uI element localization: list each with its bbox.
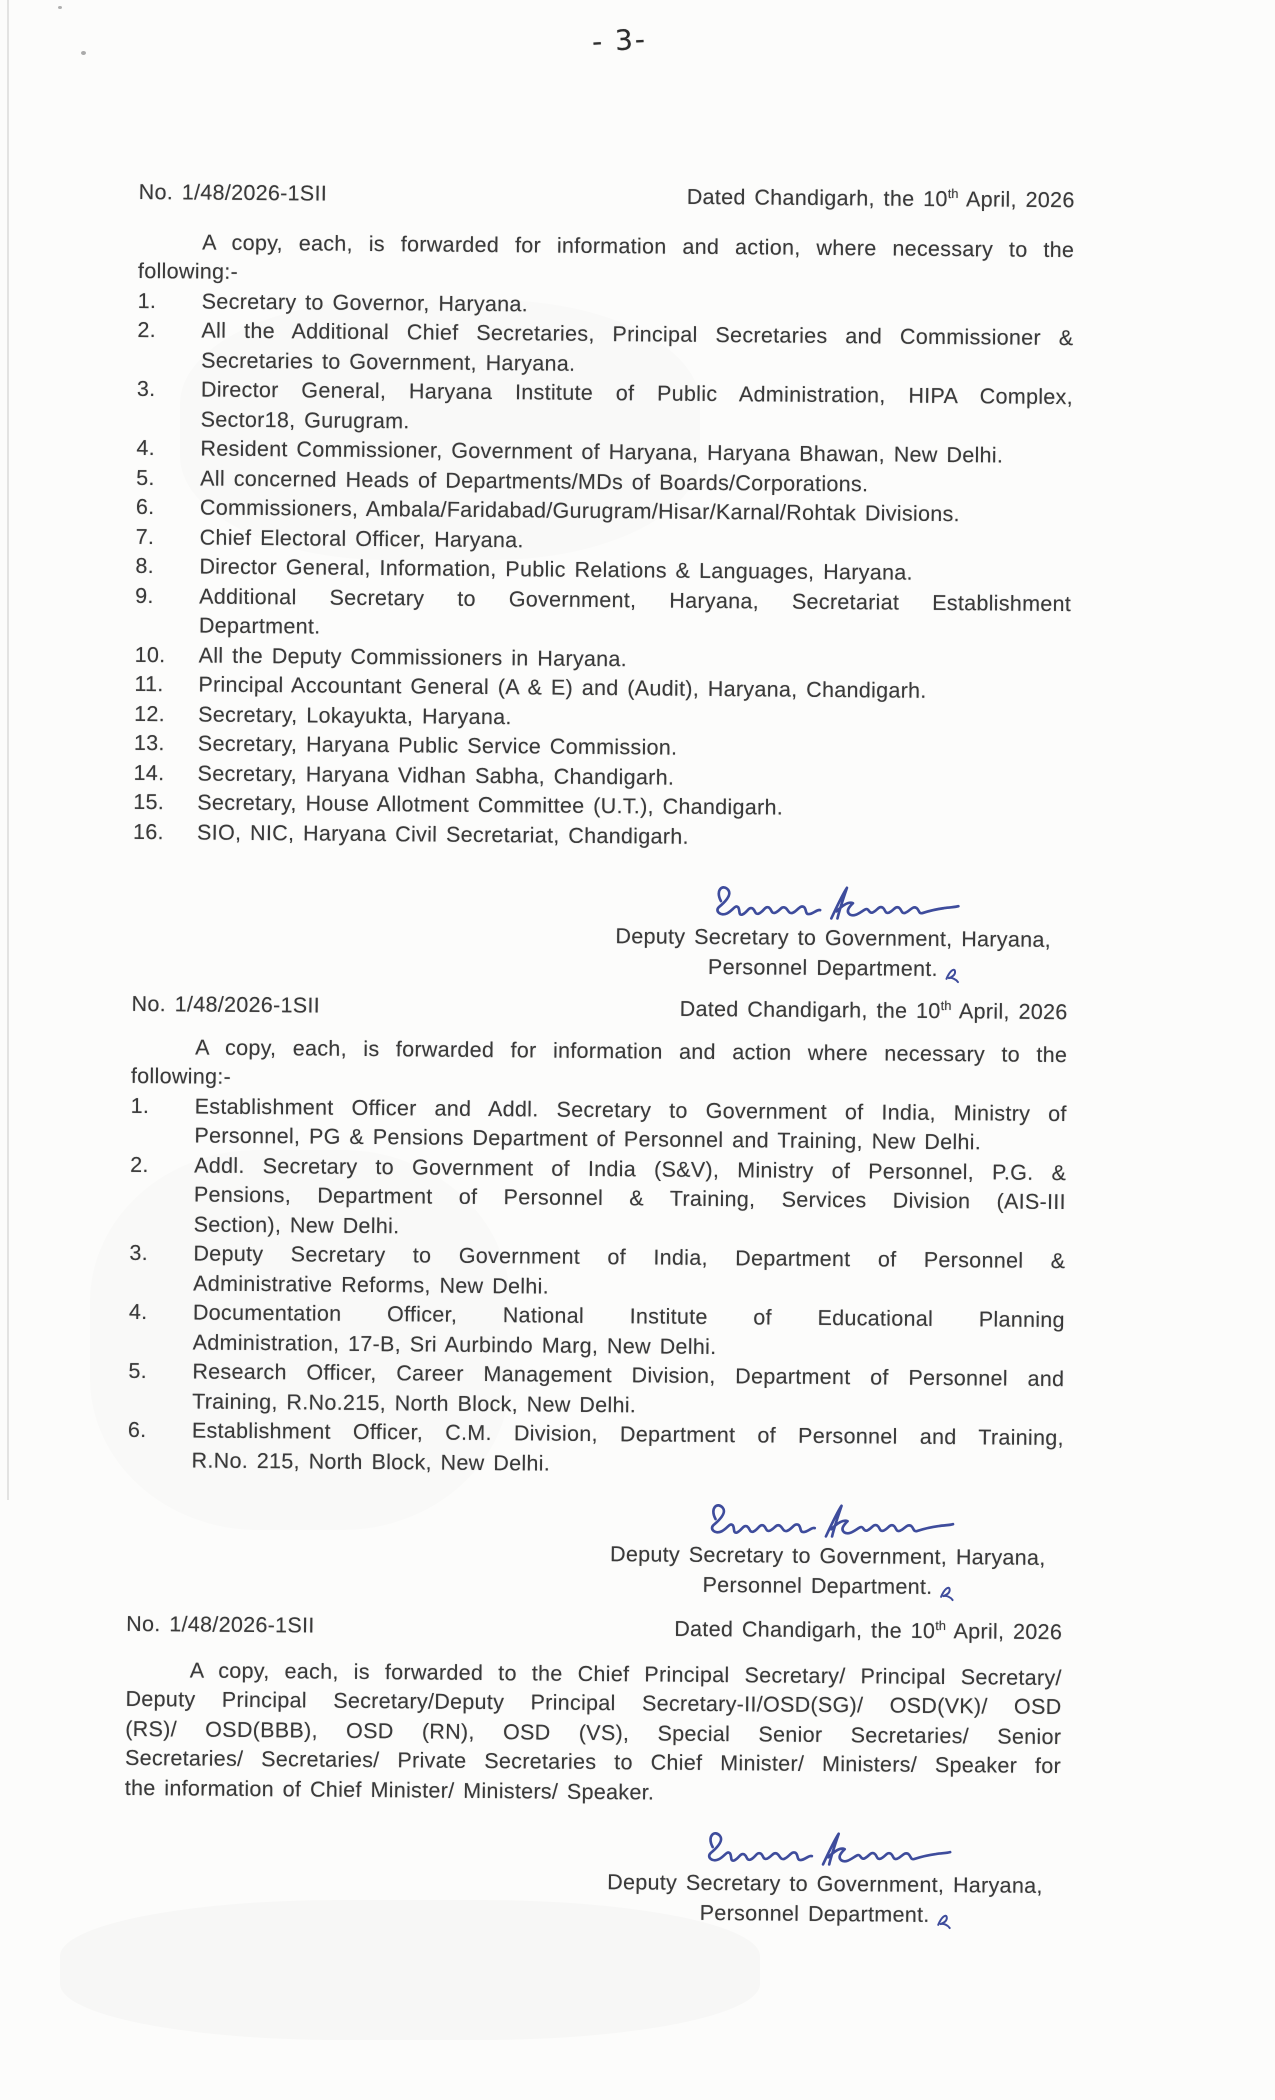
reference-date-row (131, 984, 1067, 1028)
list-item (127, 1416, 1063, 1483)
list-item (137, 375, 1073, 442)
handwritten-signature-icon (699, 1494, 957, 1546)
signature-block (598, 875, 1069, 985)
text-line: Commissioners, Ambala/Faridabad/Gurugram/Hisar/Karnal/Rohtak Divisions. (199, 495, 960, 527)
date-superscript: th (935, 1618, 947, 1634)
text-line: the information of Chief Minister/ Ministers/ Speaker. (124, 1775, 655, 1805)
scan-edge-line (7, 0, 9, 1500)
list-item (130, 1151, 1067, 1248)
date-line: Dated Chandigarh, the 10th April, 2026 (679, 997, 1068, 1025)
letter-body (124, 164, 1075, 1932)
item-number: 2. (130, 1152, 149, 1177)
text-line: Deputy Principal Secretary/Deputy Principal Secretary-II/OSD(SG)/ OSD(VK)/ OSD (125, 1687, 1062, 1720)
item-number: 2. (137, 318, 157, 343)
reference-number: No. 1/48/2026-1SII (126, 1612, 315, 1639)
text-line: Secretaries to Government, Haryana. (201, 348, 576, 376)
item-text (191, 1417, 1063, 1484)
page-number: - 3- (591, 22, 648, 59)
text-line: A copy, each, is forwarded to the Chief Principal Secretary/ Principal Secretary/ (189, 1658, 1062, 1691)
text-line: SIO, NIC, Haryana Civil Secretariat, Chandigarh. (196, 820, 689, 849)
item-number: 7. (135, 524, 155, 549)
reference-date-row (126, 1604, 1062, 1648)
reference-number: No. 1/48/2026-1SII (131, 992, 321, 1018)
text-line: All the Deputy Commissioners in Haryana. (198, 643, 628, 671)
item-text (192, 1358, 1064, 1425)
signatory-department: Personnel Department. (590, 1898, 1060, 1932)
item-number: 4. (136, 436, 156, 461)
text-line: Administration, 17-B, Sri Aurbindo Marg, New Delhi. (192, 1330, 717, 1359)
scan-speck (58, 6, 62, 9)
item-number: 3. (136, 377, 156, 402)
text-line: Section), New Delhi. (193, 1212, 400, 1239)
item-number: 15. (133, 790, 165, 815)
item-text (199, 582, 1071, 649)
text-line: Establishment Officer and Addl. Secretary to Government of India, Ministry of (194, 1094, 1067, 1126)
item-text (194, 1151, 1067, 1247)
signatory-title: Deputy Secretary to Government, Haryana, (615, 924, 1052, 953)
reference-date-row (139, 172, 1075, 216)
signature-block (590, 1821, 1061, 1931)
handwritten-signature-icon (704, 876, 962, 928)
text-line: Addl. Secretary to Government of India (S&V), Ministry of Personnel, P.G. & (194, 1153, 1067, 1185)
item-number: 12. (134, 701, 166, 726)
text-line: Personnel, PG & Pensions Department of Personnel and Training, New Delhi. (194, 1123, 982, 1155)
forwarding-paragraph (125, 1656, 1062, 1812)
item-number: 8. (135, 554, 155, 579)
date-superscript: th (940, 998, 952, 1014)
text-line: (RS)/ OSD(BBB), OSD (RN), OSD (VS), Special Senior Secretaries/ Senior (125, 1716, 1062, 1750)
text-line: Director General, Haryana Institute of Public Administration, HIPA Complex, (200, 377, 1074, 410)
handwritten-signature-icon (696, 1822, 954, 1874)
item-text (201, 376, 1073, 443)
forwarding-paragraph (138, 228, 1074, 295)
item-number: 11. (134, 672, 164, 697)
item-text (193, 1299, 1065, 1366)
text-line: Establishment Officer, C.M. Division, Department of Personnel and Training, (191, 1418, 1064, 1451)
text-line: Resident Commissioner, Government of Haryana, Haryana Bhawan, New Delhi. (200, 436, 1004, 468)
date-superscript: th (947, 186, 959, 202)
item-number: 4. (128, 1300, 148, 1325)
date-line: Dated Chandigarh, the 10th April, 2026 (674, 1617, 1063, 1645)
text-line: Documentation Officer, National Institute of Educational Planning (192, 1300, 1065, 1333)
text-line: Secretary, Haryana Vidhan Sabha, Chandigarh. (197, 761, 675, 790)
text-line: R.No. 215, North Block, New Delhi. (191, 1448, 551, 1476)
signatory-department: Personnel Department. (592, 1570, 1062, 1604)
signature-block (592, 1493, 1063, 1603)
text-line: Sector18, Gurugram. (200, 407, 410, 433)
text-line: Administrative Reforms, New Delhi. (193, 1271, 550, 1299)
initials-icon (936, 1583, 956, 1603)
text-line: Training, R.No.215, North Block, New Delhi. (192, 1389, 637, 1418)
list-item (129, 1298, 1065, 1365)
text-line: Department. (198, 613, 321, 639)
forwarding-paragraph (131, 1033, 1067, 1100)
reference-number: No. 1/48/2026-1SII (138, 180, 328, 206)
text-line: Secretary, Lokayukta, Haryana. (198, 702, 512, 729)
item-text (193, 1240, 1065, 1307)
text-line: Pensions, Department of Personnel & Training, Services Division (AIS-III (193, 1182, 1067, 1215)
text-line: A copy, each, is forwarded for information and action where necessary to the (195, 1035, 1068, 1067)
item-number: 9. (135, 583, 154, 608)
list-item (128, 1357, 1064, 1424)
text-line: following:- (137, 259, 239, 284)
item-text (201, 317, 1073, 384)
text-line: Secretary, Haryana Public Service Commission. (197, 731, 678, 760)
text-line: Deputy Secretary to Government of India, Department of Personnel & (193, 1241, 1066, 1274)
text-line: All concerned Heads of Departments/MDs of Boards/Corporations. (200, 466, 869, 496)
text-line: Principal Accountant General (A & E) and (Audit), Haryana, Chandigarh. (198, 672, 927, 703)
text-line: Secretary, House Allotment Committee (U.T.), Chandigarh. (197, 790, 784, 820)
distribution-list (127, 1092, 1066, 1484)
text-line: A copy, each, is forwarded for information and action, where necessary to the (202, 230, 1075, 262)
distribution-list (133, 287, 1074, 856)
text-line: following:- (130, 1064, 232, 1090)
text-line: Secretaries/ Secretaries/ Private Secretaries to Chief Minister/ Ministers/ Speaker for (124, 1746, 1062, 1779)
item-number: 16. (132, 819, 165, 844)
scan-speck (81, 51, 86, 55)
signatory-title: Deputy Secretary to Government, Haryana, (607, 1870, 1043, 1899)
text-line: Director General, Information, Public Relations & Languages, Haryana. (199, 554, 913, 585)
item-number: 14. (133, 760, 165, 785)
list-item (129, 1239, 1065, 1306)
list-item (137, 316, 1073, 383)
item-text (194, 1092, 1066, 1159)
item-number: 13. (133, 731, 165, 756)
item-number: 1. (130, 1093, 150, 1118)
item-text (197, 818, 1069, 855)
initials-icon (933, 1911, 953, 1931)
list-item (135, 582, 1071, 649)
item-number: 6. (127, 1418, 147, 1443)
text-line: Additional Secretary to Government, Haryana, Secretariat Establishment (199, 584, 1072, 616)
item-number: 5. (136, 465, 155, 490)
text-line: All the Additional Chief Secretaries, Principal Secretaries and Commissioner & (201, 318, 1074, 351)
date-line: Dated Chandigarh, the 10th April, 2026 (686, 184, 1075, 213)
item-number: 6. (135, 495, 155, 520)
text-line: Secretary to Governor, Haryana. (201, 289, 529, 317)
item-number: 3. (129, 1241, 149, 1266)
text-line: Research Officer, Career Management Division, Department of Personnel and (192, 1359, 1065, 1392)
item-number: 10. (134, 642, 166, 667)
initials-icon (942, 965, 962, 985)
text-line: Chief Electoral Officer, Haryana. (199, 525, 524, 552)
signatory-title: Deputy Secretary to Government, Haryana, (609, 1542, 1046, 1571)
signatory-department: Personnel Department. (598, 952, 1068, 986)
item-number: 5. (128, 1359, 148, 1384)
item-number: 1. (137, 288, 157, 313)
list-item (130, 1092, 1066, 1159)
